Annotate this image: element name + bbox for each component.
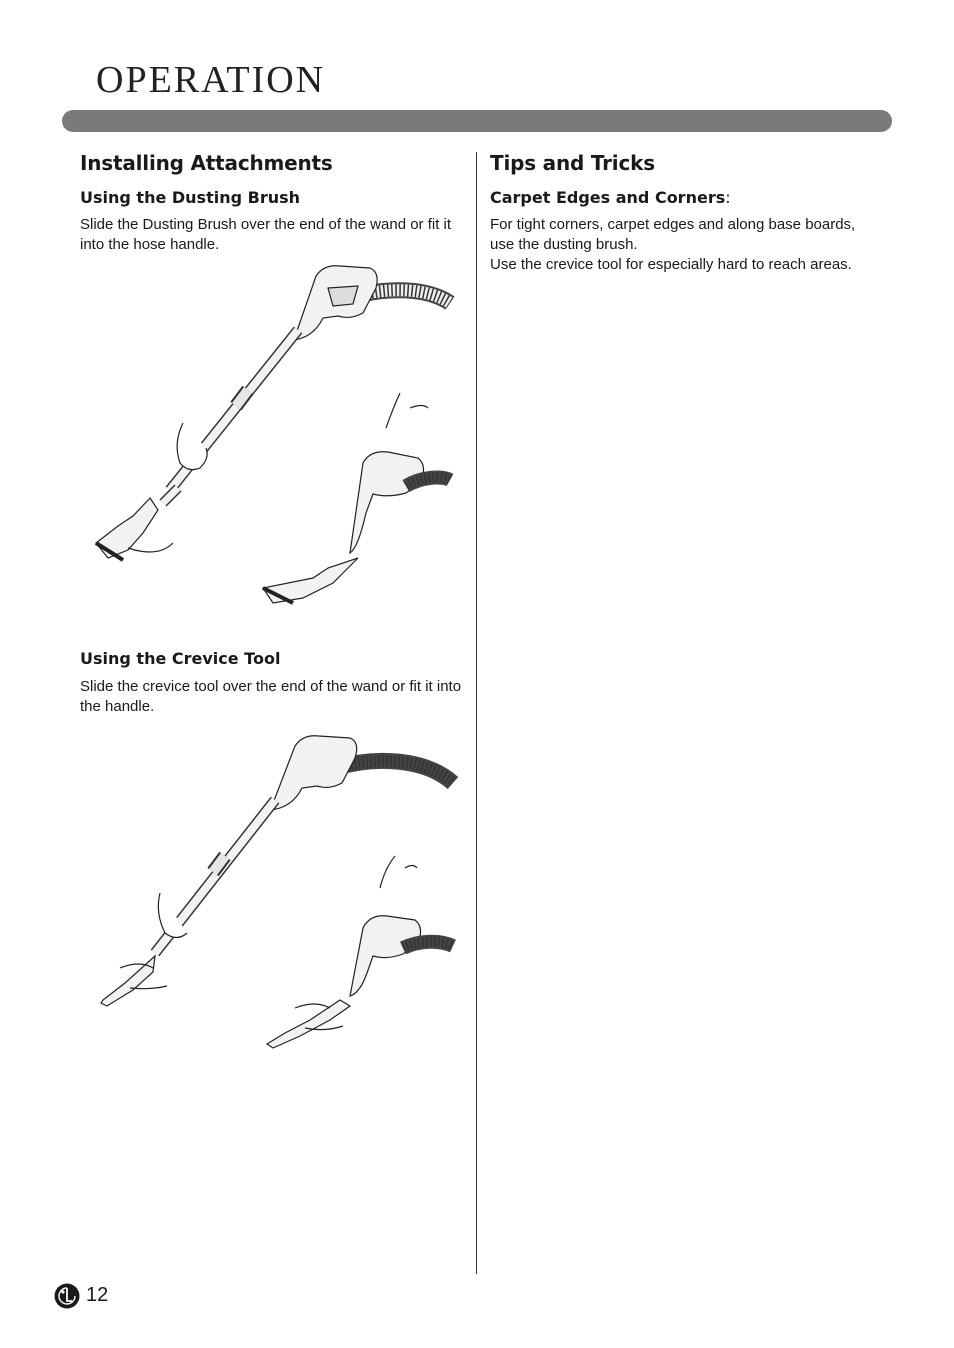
dusting-brush-subheading: Using the Dusting Brush: [80, 188, 301, 207]
page-number: 12: [86, 1284, 109, 1306]
carpet-edges-heading-colon: :: [725, 188, 731, 207]
dusting-brush-illustration: [88, 258, 458, 608]
carpet-edges-text-1: For tight corners, carpet edges and along base boards, use the dusting brush.: [490, 216, 856, 253]
carpet-edges-heading-text: Carpet Edges and Corners: [490, 188, 726, 207]
header-divider-bar: [62, 110, 892, 132]
lg-logo-icon: [54, 1283, 80, 1309]
page-header-title: OPERATION: [96, 59, 326, 101]
column-divider: [476, 152, 477, 1274]
crevice-tool-subheading: Using the Crevice Tool: [80, 649, 281, 668]
carpet-edges-subheading: [490, 188, 731, 207]
crevice-tool-text: Slide the crevice tool over the end of the wand or fit it into the handle.: [80, 678, 462, 715]
tips-and-tricks-heading: Tips and Tricks: [490, 151, 655, 175]
installing-attachments-heading: Installing Attachments: [80, 151, 333, 175]
carpet-edges-text-2: Use the crevice tool for especially hard to reach areas.: [490, 256, 852, 273]
dusting-brush-text: Slide the Dusting Brush over the end of the wand or fit it into the hose handle.: [80, 216, 452, 253]
crevice-tool-illustration: [95, 728, 460, 1050]
